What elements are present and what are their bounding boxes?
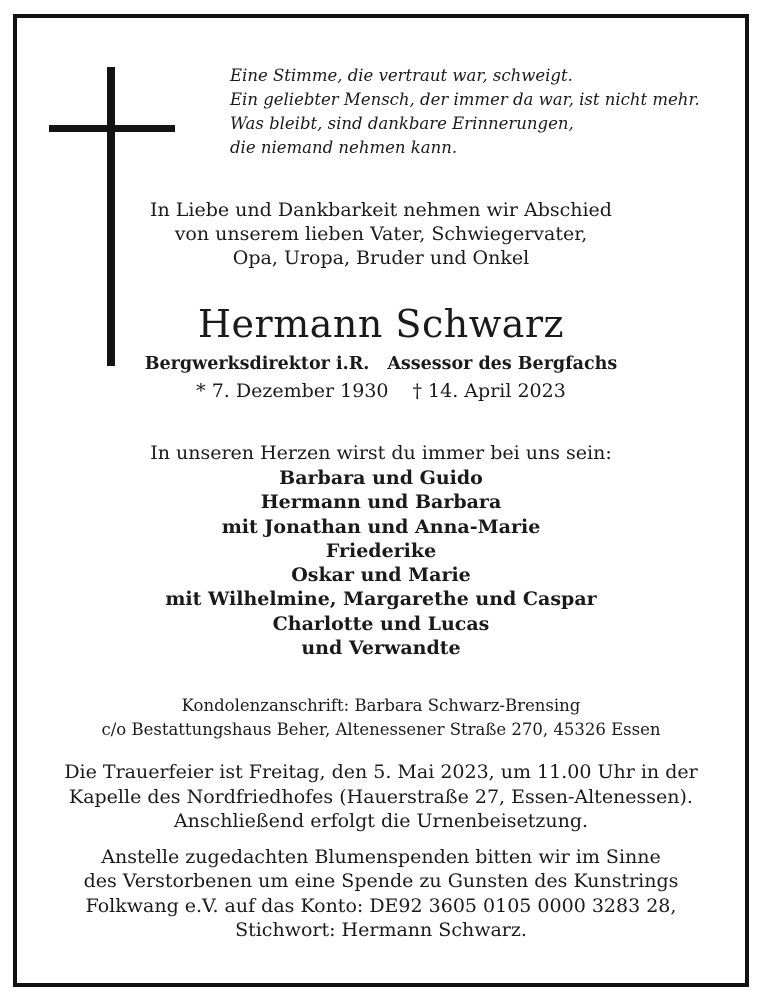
mourners-intro: In unseren Herzen wirst du immer bei uns sein:	[150, 442, 612, 464]
mourner-line: Hermann und Barbara	[260, 491, 502, 514]
life-dates	[20, 378, 742, 404]
deceased-title: Bergwerksdirektor i.R.	[144, 354, 370, 374]
intro-line: Opa, Uropa, Bruder und Onkel	[232, 247, 530, 269]
poem-line: Eine Stimme, die vertraut war, schweigt.	[230, 66, 573, 85]
intro-line: von unserem lieben Vater, Schwiegervater,	[174, 223, 588, 245]
funeral-info	[20, 760, 742, 834]
mourner-line: Oskar und Marie	[291, 564, 471, 587]
funeral-line: Die Trauerfeier ist Freitag, den 5. Mai 2023, um 11.00 Uhr in der	[64, 761, 698, 783]
donation-line: Folkwang e.V. auf das Konto: DE92 3605 0105 0000 3283 28,	[85, 894, 677, 917]
donation-line: Anstelle zugedachten Blumenspenden bitten wir im Sinne	[101, 846, 661, 868]
poem-line: Ein geliebter Mensch, der immer da war, ist nicht mehr.	[230, 90, 700, 109]
funeral-line: Kapelle des Nordfriedhofes (Hauerstraße 27, Essen-Altenessen).	[69, 785, 693, 808]
mourner-line: Friederike	[325, 539, 437, 562]
poem	[230, 64, 730, 160]
condolence-line: Kondolenzanschrift: Barbara Schwarz-Brensing	[181, 696, 581, 715]
intro-line: In Liebe und Dankbarkeit nehmen wir Abschied	[150, 199, 612, 221]
mourner-line: und Verwandte	[301, 637, 461, 660]
mourners-list	[20, 466, 742, 660]
condolence-address	[20, 694, 742, 742]
mourner-line: Charlotte und Lucas	[272, 612, 490, 635]
mourner-line: Barbara und Guido	[279, 467, 483, 489]
funeral-line: Anschließend erfolgt die Urnenbeisetzung.	[173, 810, 589, 832]
donation-line: des Verstorbenen um eine Spende zu Gunsten des Kunstrings	[83, 870, 679, 893]
poem-line: die niemand nehmen kann.	[230, 138, 458, 157]
condolence-line: c/o Bestattungshaus Beher, Altenessener Straße 270, 45326 Essen	[101, 720, 661, 739]
cross-horizontal-bar	[49, 125, 175, 132]
poem-line: Was bleibt, sind dankbare Erinnerungen,	[230, 114, 574, 133]
donation-line: Stichwort: Hermann Schwarz.	[235, 918, 527, 941]
death-date: † 14. April 2023	[412, 380, 566, 402]
deceased-title: Assessor des Bergfachs	[387, 354, 618, 374]
birth-date: * 7. Dezember 1930	[196, 380, 389, 402]
deceased-name: Hermann Schwarz	[197, 302, 565, 346]
farewell-intro	[20, 198, 742, 270]
donation-request	[20, 845, 742, 942]
mourner-line: mit Jonathan und Anna-Marie	[221, 515, 541, 538]
mourner-line: mit Wilhelmine, Margarethe und Caspar	[165, 588, 597, 611]
deceased-titles	[20, 352, 742, 376]
